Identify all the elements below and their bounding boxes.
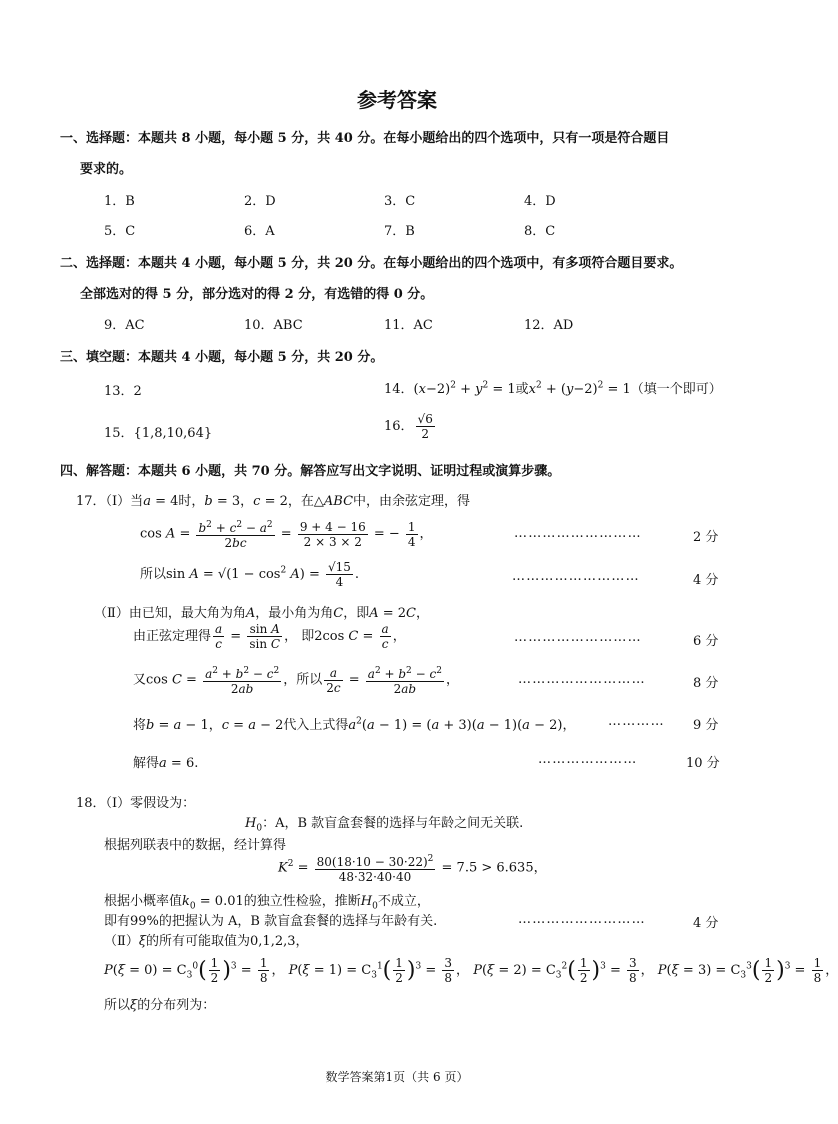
q18-line9: 所以ξ的分布列为： [104,998,216,1013]
q17-solve: 解得a = 6. [133,756,199,771]
q18-line1: 18．（Ⅰ）零假设为： [76,796,196,811]
answer-12: 12．AD [524,318,574,333]
answer-16: 16． $\frac{√6}{2}$ [384,412,433,441]
answer-13: 13．2 [104,384,142,399]
q17-score-10: 10 分 [686,756,720,771]
answer-14: 14．$(x-2)^2 + y^2 = 1$或$x^2 + (y-2)^2 = 1$（填一个即可） [384,380,722,397]
answer-3: 3．C [384,194,416,209]
answer-4: 4．D [524,194,556,209]
page-title: 参考答案 [357,88,437,112]
q17-sinA: 所以$\sin A = √(1 - \cos^2 A)$ = $\frac{√15}{4}$ . [140,560,360,589]
q17-score-6: 6 分 [693,634,719,649]
answer-11: 11．AC [384,318,433,333]
q17-substitute: 将b = a − 1，c = a − 2代入上式得$a^2(a - 1) = (a + 3)(a - 1)(a - 2)$， [133,716,576,733]
answer-2: 2．D [244,194,276,209]
q18-dots-4: ……………………… [518,912,646,927]
section2-heading-line2: 全部选对的得 5 分，部分选对的得 2 分，有选错的得 0 分。 [80,287,434,302]
q17-dots-10: ………………… [538,752,638,767]
q18-line6: 即有99%的把握认为 A，B 款盲盒套餐的选择与年龄有关. [104,914,438,929]
section1-heading-line1: 一、选择题：本题共 8 小题，每小题 5 分，共 40 分。在每小题给出的四个选项中，只有一项是符合题目 [60,131,670,146]
q17-dots-9: ………… [608,714,665,729]
answer-7: 7．B [384,224,415,239]
q17-line1: 17．（Ⅰ）当a = 4时，b = 3，c = 2，在△ABC中，由余弦定理，得 [76,494,471,509]
answer-15: 15．{1,8,10,64} [104,426,213,441]
q17-score-8: 8 分 [693,676,719,691]
q17-score-4: 4 分 [693,573,719,588]
q18-k2-formula: $K^2$ = $\frac{80(18\cdot 10 - 30\cdot 22)^2}{48\cdot 32\cdot 40\cdot 40}$ = 7.5 > 6.635， [278,854,547,884]
answer-6: 6．A [244,224,275,239]
q17-dots-2: ……………………… [514,526,642,541]
q17-sine-rule: 由正弦定理得 $\frac{a}{c}$ = $\frac{\text{sin A}}{\text{sin C}}$ ， 即2cos C = $\frac{a}{c}$ ， [133,622,406,651]
q17-dots-8: ……………………… [518,672,646,687]
answer-1: 1．B [104,194,135,209]
section3-heading: 三、填空题：本题共 4 小题，每小题 5 分，共 20 分。 [60,350,384,365]
q18-h0: $H_0$：A，B 款盲盒套餐的选择与年龄之间无关联. [245,816,524,834]
section4-heading: 四、解答题：本题共 6 小题，共 70 分。解答应写出文字说明、证明过程或演算步骤。 [60,464,561,479]
answer-5: 5．C [104,224,136,239]
q17-part2-line1: （Ⅱ）由已知，最大角为角A，最小角为角C，即A = 2C， [94,606,430,621]
q18-line3: 根据列联表中的数据，经计算得 [104,838,287,853]
section2-heading-line1: 二、选择题：本题共 4 小题，每小题 5 分，共 20 分。在每小题给出的四个选项中，有多项符合题目要求。 [60,256,683,271]
q18-line5: 根据小概率值$k_0 = 0.01$的独立性检验，推断$H_0$不成立， [104,894,430,912]
answer-10: 10．ABC [244,318,303,333]
q17-cosA: cos A = $\frac{b^2 + c^2 - a^2}{2bc}$ = $\frac{9 + 4 - 16}{2 \times 3 \times 2}$ = − $\frac{1}{4}$ ， [140,519,433,550]
q17-dots-6: ……………………… [514,630,642,645]
answer-9: 9．AC [104,318,145,333]
q17-score-9: 9 分 [693,718,719,733]
q18-line7: （Ⅱ）ξ的所有可能取值为0,1,2,3， [104,934,309,949]
q17-score-2: 2 分 [693,530,719,545]
q17-cosC: 又cos C = $\frac{a^2 + b^2 - c^2}{2ab}$ ，所以 $\frac{a}{2c}$ = $\frac{a^2 + b^2 - c^2}{2ab}$ ， [133,665,459,696]
page-footer: 数学答案第1页（共 6 页） [325,1070,469,1084]
section1-heading-line2: 要求的。 [80,162,133,177]
answer-8: 8．C [524,224,556,239]
q18-score-4: 4 分 [693,916,719,931]
q18-probabilities: $P(\xi = 0) = C_3^0$( $\frac{1}{2}$ )$^3$ = $\frac{1}{8}$ ， $P(\xi = 1) = C_3^1$( $\frac{1}{2}$ )$^3$ = $\frac{3}{8}$ ， $P(\xi = 2) = C_3^2$( $\frac{1}{2}$ )$^3$ = $\frac{3}{8}$ ， $P(\xi = 3) = C_3^3$( $\frac{1}{2}$ )$^3$ = $\frac{1}{8}$ ， [104,956,838,985]
q17-dots-4: ……………………… [512,569,640,584]
